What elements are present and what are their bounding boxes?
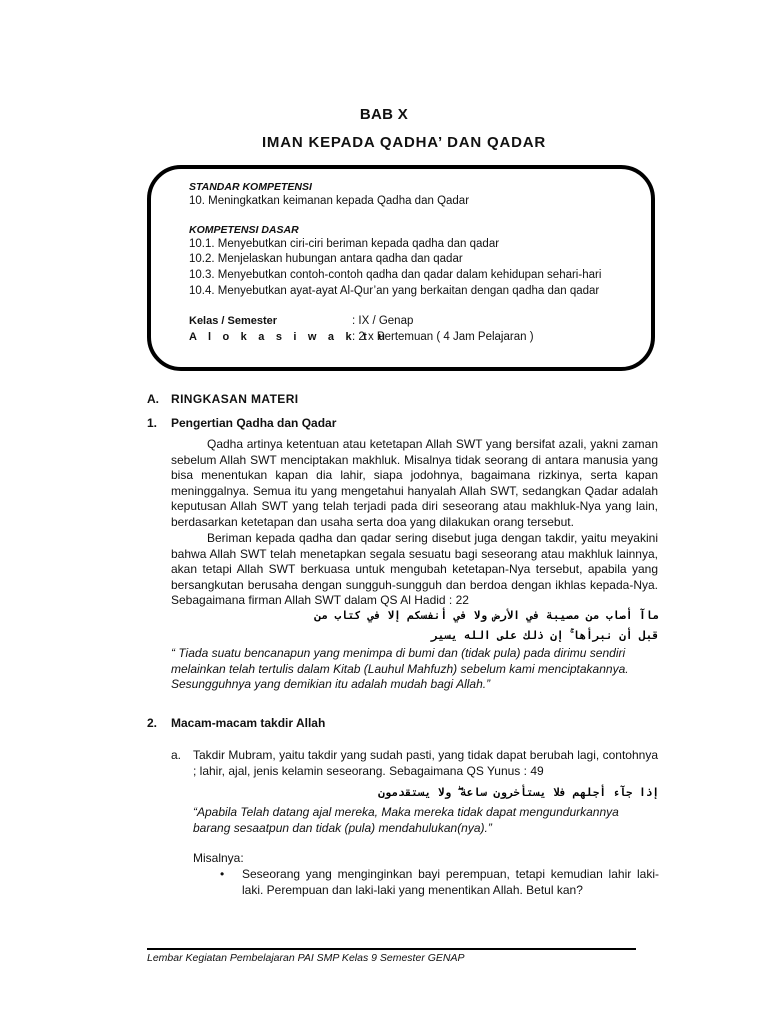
- item-a-text: Takdir Mubram, yaitu takdir yang sudah pasti, yang tidak dapat berubah lagi, contohnya ; lahir, ajal, jenis kelamin seseorang. Sebagaimana QS Yunus : 49: [193, 748, 658, 778]
- footer-text: Lembar Kegiatan Pembelajaran PAI SMP Kelas 9 Semester GENAP: [147, 952, 465, 964]
- kd-item: 10.1. Menyebutkan ciri-ciri beriman kepada qadha dan qadar: [189, 238, 500, 250]
- bullet-dot: •: [220, 867, 225, 881]
- sub2-translation: “Apabila Telah datang ajal mereka, Maka mereka tidak dapat mengundurkannya barang sesaatpun dan tidak (pula) mendahulukan(nya).”: [193, 805, 619, 835]
- alokasi-value: : 2 x Pertemuan ( 4 Jam Pelajaran ): [352, 331, 534, 343]
- sk-item: 10. Meningkatkan keimanan kepada Qadha dan Qadar: [189, 195, 470, 207]
- arabic-verse-line: ﻣﺎﺁ ﺃﺻﺎﺏ ﻣﻦ ﻣﺼﻴﺒﺔ ﻓﻲ ﺍﻷﺭﺽ ﻭﻻ ﻓﻲ ﺃﻧﻔﺴﻜﻢ ﺇﻻ ﻓﻲ ﻛﺘﺎﺏ ﻣﻦ: [314, 609, 659, 622]
- section-a-letter: A.: [147, 392, 159, 406]
- sub1-paragraph-2: Beriman kepada qadha dan qadar sering disebut juga dengan takdir, yaitu meyakini bahwa Allah SWT telah menetapkan segala sesuatu bagi seseorang atau makhluk lainnya, akan tetapi Allah SWT berkuasa untuk mengubah ketetapan-Nya tersebut, apabila yang bersangkutan berusaha dengan sungguh-sungguh dan berdoa dengan ikhlas kepada-Nya. Sebagaimana firman Allah SWT dalam QS Al Hadid : 22: [171, 531, 658, 608]
- sub2-number: 2.: [147, 716, 158, 730]
- kd-label: KOMPETENSI DASAR: [189, 224, 299, 236]
- chapter-title: IMAN KEPADA QADHA’ DAN QADAR: [261, 134, 547, 151]
- sub1-translation: “ Tiada suatu bencanapun yang menimpa di bumi dan (tidak pula) pada dirimu sendiri melainkan telah tertulis dalam Kitab (Lauhul Mahfuzh) sebelum kami menciptakannya. Sesungguhnya yang demikian itu adalah mudah bagi Allah.”: [171, 646, 629, 692]
- kd-item: 10.4. Menyebutkan ayat-ayat Al-Qur’an yang berkaitan dengan qadha dan qadar: [189, 285, 600, 297]
- alokasi-label: A l o k a s i w a k t u: [189, 331, 390, 343]
- kelas-label: Kelas / Semester: [189, 315, 278, 327]
- sub1-number: 1.: [147, 416, 158, 430]
- sub1-paragraph-1: Qadha artinya ketentuan atau ketetapan Allah SWT yang bersifat azali, yakni zaman sebelum Allah SWT menciptakan makhluk. Misalnya tidak seorang di antara manusia yang bisa menentukan kapan dia lahir, siapa jodohnya, bagaimana rizkinya, serta kapan meninggalnya. Semua itu yang mengetahui hanyalah Allah SWT, sedangkan Qadar adalah keputusan Allah SWT yang telah terjadi pada diri seseorang atau makhluk-Nya yang lain, berdasarkan ketetapan dan usaha serta doa yang dilakukan orang tersebut.: [171, 437, 658, 529]
- sk-label: STANDAR KOMPETENSI: [189, 181, 312, 193]
- kelas-value: : IX / Genap: [352, 315, 414, 327]
- chapter-label: BAB X: [359, 106, 409, 123]
- arabic-verse-line: ﻗﺒﻞ ﺃﻥ ﻧﺒﺮﺃﻫﺎ ۚ ﺇﻥ ﺫﻟﻚ ﻋﻠﻰ ﺍﻟﻠﻪ ﻳﺴﻴﺮ: [431, 629, 659, 642]
- misalnya-label: Misalnya:: [193, 851, 244, 865]
- arabic-verse-line: ﺇﺫﺍ ﺟﺂﺀ ﺃﺟﻠﻬﻢ ﻓﻼ ﻳﺴﺘﺄﺧﺮﻭﻥ ﺳﺎﻋﺔ ۖ ﻭﻻ ﻳﺴﺘﻘﺪﻣﻮﻥ: [378, 786, 659, 799]
- bullet-text: Seseorang yang menginginkan bayi perempuan, tetapi kemudian lahir laki-laki. Perempuan dan laki-laki yang menentikan Allah. Betul kan?: [242, 867, 659, 897]
- item-a-letter: a.: [171, 748, 182, 762]
- section-a-heading: RINGKASAN MATERI: [171, 392, 299, 406]
- sub1-title: Pengertian Qadha dan Qadar: [171, 416, 337, 430]
- kd-item: 10.2. Menjelaskan hubungan antara qadha dan qadar: [189, 253, 463, 265]
- kd-item: 10.3. Menyebutkan contoh-contoh qadha dan qadar dalam kehidupan sehari-hari: [189, 269, 602, 281]
- sub2-title: Macam-macam takdir Allah: [171, 716, 326, 730]
- footer-divider: [147, 948, 636, 950]
